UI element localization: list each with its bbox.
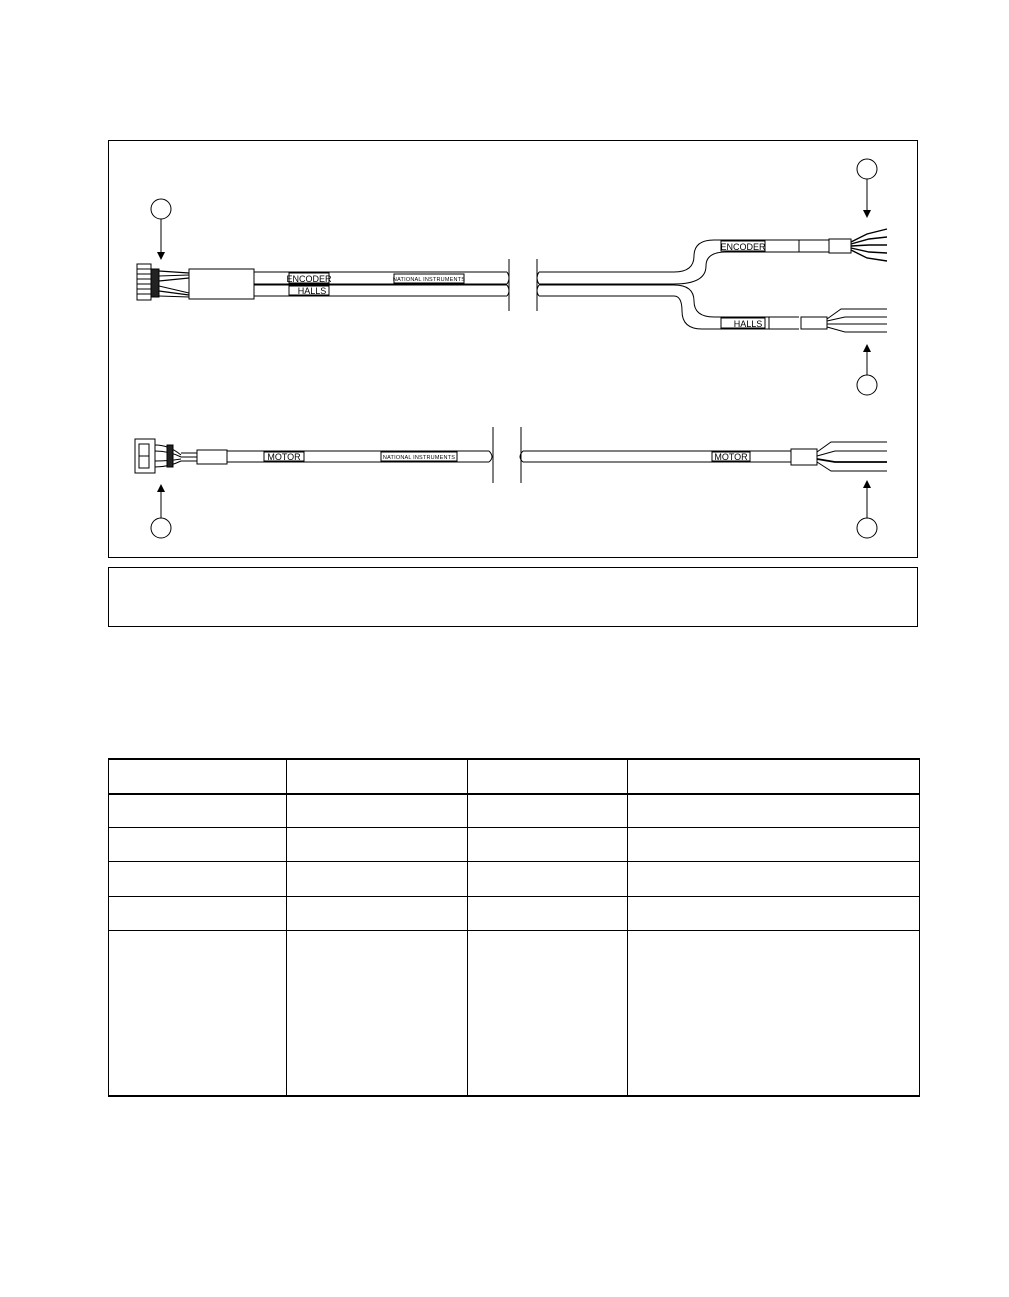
spec-table — [108, 758, 920, 1097]
table-cell — [109, 896, 287, 930]
table-cell — [109, 861, 287, 896]
table-cell — [628, 896, 920, 930]
table-cell — [468, 930, 628, 1096]
table-header-cell — [468, 759, 628, 794]
table-cell — [287, 930, 468, 1096]
table-row — [109, 794, 920, 827]
table-row — [109, 930, 920, 1096]
table-cell — [109, 930, 287, 1096]
brand-label-1: NATIONAL INSTRUMENTS — [392, 277, 466, 283]
encoder-boot — [189, 269, 254, 299]
encoder-end-boot — [829, 239, 851, 253]
table-header-cell — [287, 759, 468, 794]
cable-diagram-figure — [108, 140, 918, 558]
callout-circle-2 — [857, 159, 877, 179]
figure-legend-box — [108, 567, 918, 627]
table-cell — [628, 861, 920, 896]
end-encoder-label: ENCODER — [720, 242, 766, 252]
table-header-row — [109, 759, 920, 794]
halls-flying-leads — [827, 309, 887, 332]
table-cell — [628, 827, 920, 861]
table-row — [109, 861, 920, 896]
table-header-cell — [628, 759, 920, 794]
table-cell — [468, 896, 628, 930]
callout-circle-5 — [857, 518, 877, 538]
sleeve-halls-label: HALLS — [297, 286, 327, 296]
callout-circle-1 — [151, 199, 171, 219]
end-motor-label: MOTOR — [714, 452, 748, 462]
table-cell — [109, 794, 287, 827]
cable-diagram — [109, 141, 919, 559]
cable-break-1 — [507, 259, 539, 311]
motor-cable — [135, 427, 887, 538]
table-header-cell — [109, 759, 287, 794]
callout-circle-4 — [151, 518, 171, 538]
table-cell — [628, 794, 920, 827]
motor-boot-left — [197, 450, 227, 464]
table-cell — [109, 827, 287, 861]
halls-end-boot — [801, 317, 827, 329]
table-cell — [468, 794, 628, 827]
callout-circle-3 — [857, 375, 877, 395]
encoder-connector — [137, 264, 189, 300]
table-cell — [287, 861, 468, 896]
table-cell — [468, 827, 628, 861]
motor-connector — [135, 439, 181, 473]
encoder-flying-leads — [851, 229, 887, 261]
encoder-halls-cable — [137, 159, 887, 395]
brand-label-2: NATIONAL INSTRUMENTS — [382, 455, 456, 461]
table-cell — [287, 794, 468, 827]
table-row — [109, 896, 920, 930]
table-row — [109, 827, 920, 861]
cable-break-2 — [489, 427, 523, 483]
sleeve-motor-label: MOTOR — [267, 452, 301, 462]
table-cell — [468, 861, 628, 896]
table-cell — [287, 896, 468, 930]
end-halls-label: HALLS — [733, 319, 763, 329]
sleeve-encoder-label: ENCODER — [286, 274, 332, 284]
table-cell — [287, 827, 468, 861]
motor-boot-right — [791, 449, 817, 465]
table-cell — [628, 930, 920, 1096]
motor-flying-leads — [817, 442, 887, 471]
